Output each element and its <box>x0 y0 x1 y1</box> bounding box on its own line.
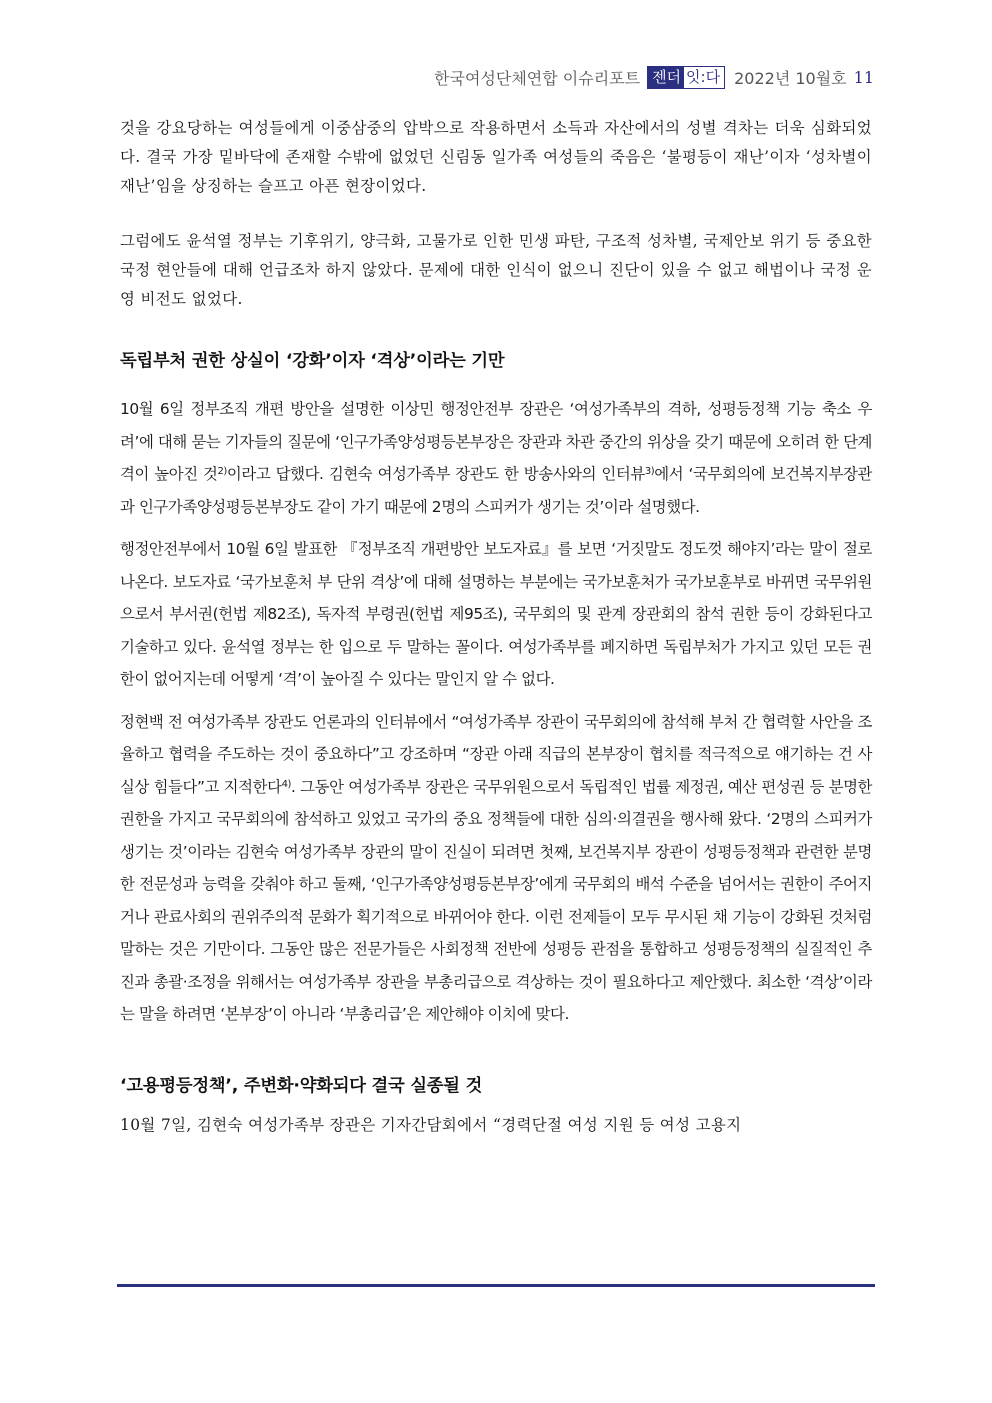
footnote-ref-4: 4) <box>281 778 292 790</box>
paragraph-3 <box>120 393 872 523</box>
paragraph-1: 것을 강요당하는 여성들에게 이중삼중의 압박으로 작용하면서 소득과 자산에서의 성별 격차는 더욱 심화되었다. 결국 가장 밑바닥에 존재할 수밖에 없었던 신림동 일가족 여성들의 죽음은 ‘불평등이 재난’이자 ‘성차별이 재난’임을 상징하는 슬프고 아픈 현장이었다. <box>120 119 872 195</box>
brand-part1: 젠더 <box>648 67 684 88</box>
report-name: 한국여성단체연합 이슈리포트 <box>434 69 641 88</box>
paragraph-5-part-b: . 그동안 여성가족부 장관은 국무위원으로서 독립적인 법률 제정권, 예산 편성권 등 분명한 권한을 가지고 국무회의에 참석하고 있었고 국가의 중요 정책들에 대한 심의·의결권을 행사해 왔다. ‘2명의 스피커가 생기는 것’이라는 김현숙 여성가족부 장관의 말이 진실이 되려면 첫째, 보건복지부 장관이 성평등정책과 관련한 분명한 전문성과 능력을 갖춰야 하고 둘째, ‘인구가족양성평등본부장’에게 국무회의 배석 수준을 넘어서는 권한이 주어지거나 관료사회의 권위주의적 문화가 획기적으로 바뀌어야 한다. 이런 전제들이 모두 무시된 채 기능이 강화된 것처럼 말하는 것은 기만이다. 그동안 많은 전문가들은 사회정책 전반에 성평등 관점을 통합하고 성평등정책의 실질적인 추진과 총괄·조정을 위해서는 여성가족부 장관을 부총리급으로 격상하는 것이 필요하다고 제안했다. 최소한 ‘격상’이라는 말을 하려면 ‘본부장’이 아니라 ‘부총리급’은 제안해야 이치에 맞다. <box>120 777 873 1023</box>
paragraph-3-part-b: 이라고 답했다. 김현숙 여성가족부 장관도 한 방송사와의 인터뷰 <box>226 465 645 483</box>
footnote-ref-2: 2) <box>217 466 227 477</box>
paragraph-2: 그럼에도 윤석열 정부는 기후위기, 양극화, 고물가로 인한 민생 파탄, 구조적 성차별, 국제안보 위기 등 중요한 국정 현안들에 대해 언급조차 하지 않았다. 문제에 대한 인식이 없으니 진단이 있을 수 없고 해법이나 국정 운영 비전도 없었다. <box>120 232 872 308</box>
paragraph-4: 행정안전부에서 10월 6일 발표한 『정부조직 개편방안 보도자료』를 보면 ‘거짓말도 정도껏 해야지’라는 말이 절로 나온다. 보도자료 ‘국가보훈처 부 단위 격상’에 대해 설명하는 부분에는 국가보훈처가 국가보훈부로 바뀌면 국무위원으로서 부서권(헌법 제82조), 독자적 부령권(헌법 제95조), 국무회의 및 관계 장관회의 참석 권한 등이 강화된다고 기술하고 있다. 윤석열 정부는 한 입으로 두 말하는 꼴이다. 여성가족부를 폐지하면 독립부처가 가지고 있던 모든 권한이 없어지는데 어떻게 ‘격’이 높아질 수 있다는 말인지 알 수 없다. <box>120 540 872 688</box>
paragraph-5 <box>120 706 872 1031</box>
paragraph-3-part-c: 에서 ‘국무회의에 보건복지부장관과 인구가족양성평등본부장도 같이 가기 때문에 2명의 스피커가 생기는 것’이라 설명했다. <box>120 465 872 516</box>
page-content <box>120 114 872 1140</box>
brand-logo <box>647 66 725 89</box>
paragraph-6: 10월 7일, 김현숙 여성가족부 장관은 기자간담회에서 “경력단절 여성 지원 등 여성 고용지 <box>120 1115 742 1134</box>
footer-rule <box>117 1284 875 1287</box>
section-heading-2: ‘고용평등정책’, 주변화·약화되다 결국 실종될 것 <box>120 1075 483 1096</box>
paragraph-5-part-a: 정현백 전 여성가족부 장관도 언론과의 인터뷰에서 “여성가족부 장관이 국무회의에 참석해 부처 간 협력할 사안을 조율하고 협력을 주도하는 것이 중요하다”고 강조하며 “장관 아래 직급의 본부장이 협치를 적극적으로 얘기하는 건 사실상 힘들다”고 지적한다 <box>120 712 872 796</box>
brand-part2: 잇:다 <box>686 68 721 86</box>
footnote-ref-3: 3) <box>644 466 655 477</box>
page-header <box>434 66 874 89</box>
issue-date: 2022년 10월호 <box>734 69 847 88</box>
section-heading-1: 독립부처 권한 상실이 ‘강화’이자 ‘격상’이라는 기만 <box>120 351 505 371</box>
paragraph-3-part-a: 10월 6일 정부조직 개편 방안을 설명한 이상민 행정안전부 장관은 ‘여성가족부의 격하, 성평등정책 기능 축소 우려’에 대해 묻는 기자들의 질문에 ‘인구가족양성평등본부장은 장관과 차관 중간의 위상을 갖기 때문에 오히려 한 단계 격이 높아진 것 <box>120 400 872 483</box>
page-number: 11 <box>853 68 874 87</box>
